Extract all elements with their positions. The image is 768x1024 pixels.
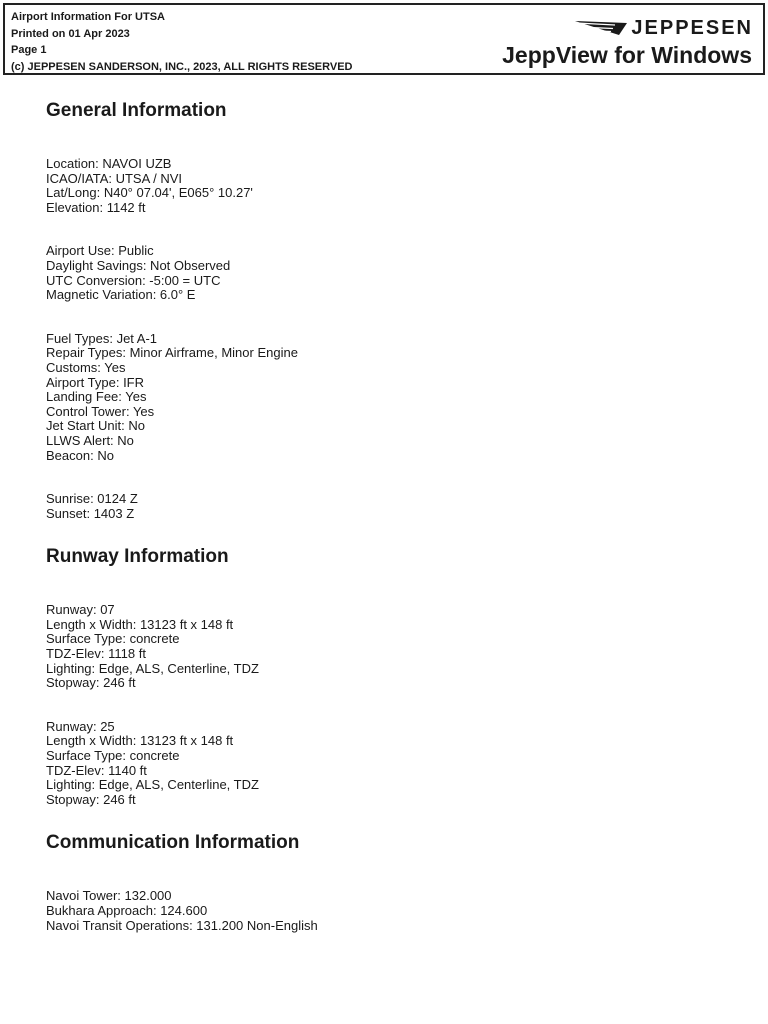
info-line: Sunset: 1403 Z [46,505,135,521]
info-line: TDZ-Elev: 1118 ft [46,646,146,662]
info-line: Runway: 25 [46,718,115,734]
section-title-runway: Runway Information [46,546,229,568]
header-title: Airport Information For UTSA [11,11,165,23]
info-line: Sunrise: 0124 Z [46,491,138,507]
info-line: ICAO/IATA: UTSA / NVI [46,170,183,186]
info-line: Control Tower: Yes [46,403,155,419]
info-line: Lat/Long: N40° 07.04', E065° 10.27' [46,185,253,201]
logo-text: JEPPESEN [631,17,753,39]
info-line: Jet Start Unit: No [46,418,145,434]
section-general [46,95,746,521]
header-print-date: Printed on 01 Apr 2023 [11,27,130,40]
info-line: Stopway: 246 ft [46,675,136,691]
info-line: Airport Type: IFR [46,374,145,390]
info-line: UTC Conversion: -5:00 = UTC [46,272,221,288]
info-line: Repair Types: Minor Airframe, Minor Engine [46,345,298,361]
info-line: Lighting: Edge, ALS, Centerline, TDZ [46,660,259,676]
document-content [46,95,746,933]
info-line: Beacon: No [46,447,114,463]
jeppesen-logo [575,16,753,40]
info-line: Length x Width: 13123 ft x 148 ft [46,616,234,632]
info-line: Landing Fee: Yes [46,389,147,405]
section-title-general: General Information [46,100,227,121]
header-info [11,9,353,75]
info-group-usage [46,244,746,302]
jeppesen-swoosh-icon [575,19,627,37]
info-line: Navoi Transit Operations: 131.200 Non-English [46,917,318,933]
runway-07 [46,603,746,691]
info-line: Elevation: 1142 ft [46,199,146,215]
info-line: TDZ-Elev: 1140 ft [46,762,147,778]
info-line: Runway: 07 [46,602,115,618]
info-line: Stopway: 246 ft [46,791,136,807]
info-group-sun [46,492,746,521]
section-runway [46,541,746,807]
section-title-communication: Communication Information [46,832,300,854]
product-name: JeppView for Windows [502,42,752,68]
info-line: Customs: Yes [46,359,126,375]
info-line: Fuel Types: Jet A-1 [46,330,158,346]
info-line: Navoi Tower: 132.000 [46,888,172,904]
info-line: Airport Use: Public [46,243,154,259]
info-line: Surface Type: concrete [46,748,180,764]
info-line: Bukhara Approach: 124.600 [46,903,208,918]
info-group-location [46,157,746,215]
section-communication [46,827,746,933]
info-line: Daylight Savings: Not Observed [46,257,231,273]
info-line: Location: NAVOI UZB [46,156,172,171]
info-line: Surface Type: concrete [46,631,180,647]
info-group-services [46,332,746,463]
info-line: LLWS Alert: No [46,432,134,448]
document-header [3,3,765,75]
info-line: Length x Width: 13123 ft x 148 ft [46,733,234,749]
info-line: Lighting: Edge, ALS, Centerline, TDZ [46,777,259,793]
header-copyright: (c) JEPPESEN SANDERSON, INC., 2023, ALL RIGHTS RESERVED [11,60,353,73]
info-group-frequencies [46,889,746,933]
info-line: Magnetic Variation: 6.0° E [46,287,196,303]
runway-25 [46,720,746,808]
header-page-number: Page 1 [11,44,47,56]
